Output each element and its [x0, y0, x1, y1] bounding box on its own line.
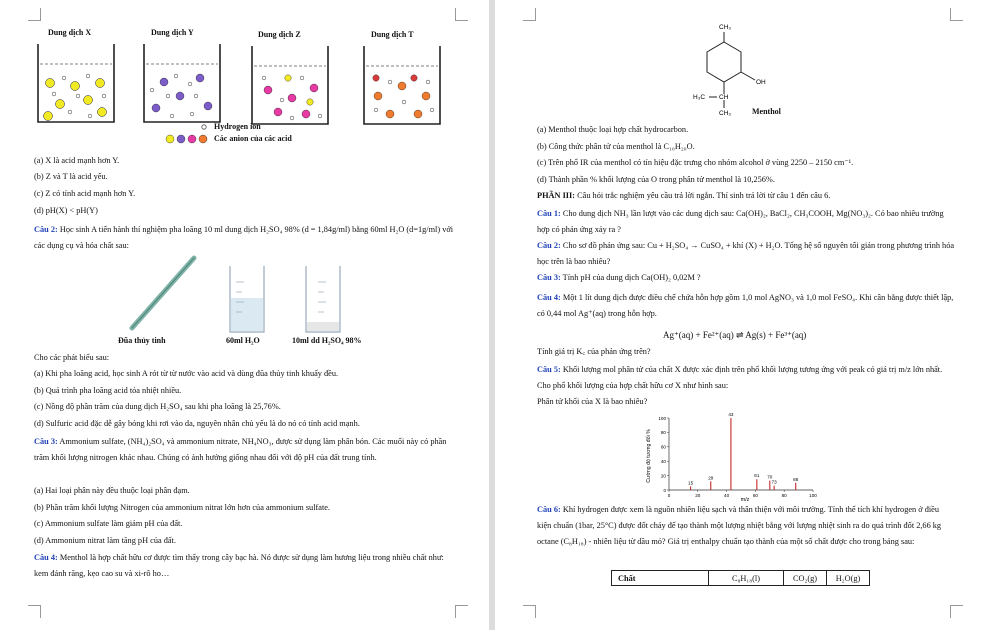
q1-option-d: (d) pH(X) < pH(Y) — [34, 206, 98, 215]
r-q1-text: Câu 1: Cho dung dịch NH₃ lần lượt vào các dung dịch sau: Ca(OH)₂, BaCl₂, CH₃COOH, Mg(NO₃)₂. Có bao nhiêu trường hợp có phản ứng xảy ra ? — [537, 209, 944, 234]
x-tick-label: 60 — [752, 493, 758, 498]
chart-xlabel: m/z — [740, 497, 750, 502]
page-left — [0, 0, 489, 630]
r-q6-label: Câu 6: — [537, 505, 561, 514]
page-right — [495, 0, 984, 630]
r-q5-label: Câu 5: — [537, 365, 561, 374]
mass-spectrum-chart — [643, 410, 823, 502]
q3-option-b: (b) Phần trăm khối lượng Nitrogen của ammonium nitrat lớn hơn của ammonium sulfate. — [34, 503, 331, 512]
beaker-label-y: Dung dịch Y — [151, 28, 194, 37]
q2-option-c: (c) Nồng độ phần trăm của dung dịch H₂SO₄ sau khi pha loãng là 25,76%. — [34, 402, 281, 411]
lab-equipment-figure — [110, 252, 370, 338]
legend-anions: Các anion của các acid — [214, 134, 292, 143]
menthol-structure — [685, 18, 795, 118]
peak-label: 88 — [793, 476, 799, 482]
q2-label: Câu 2: — [34, 225, 58, 234]
q1-option-c: (c) Z có tính acid mạnh hơn Y. — [34, 189, 136, 198]
beakers-figure — [30, 38, 450, 128]
q2-option-b: (b) Quá trình pha loãng acid tỏa nhiệt nhiều. — [34, 386, 182, 395]
q2-text: Câu 2: Học sinh A tiến hành thí nghiệm pha loãng 10 ml dung dịch H₂SO₄ 98% (d = 1,84g/ml) bằng 60ml H₂O (d=1g/ml) với các dụng cụ và hóa chất sau: — [34, 225, 454, 250]
table-row — [612, 571, 870, 586]
r-q3-label: Câu 3: — [537, 273, 561, 282]
water-beaker-label: 60ml H₂O — [226, 336, 260, 345]
menthol-ch3-top: CH₃ — [719, 24, 732, 31]
anion-legend-icon — [164, 133, 210, 145]
peak-label: 73 — [771, 479, 777, 485]
peak-label: 15 — [688, 480, 694, 486]
glass-rod-label: Đũa thủy tinh — [118, 336, 166, 345]
chart-ylabel: Cường độ tương đối % — [646, 429, 652, 483]
q4-option-c: (c) Trên phổ IR của menthol có tín hiệu đặc trưng cho nhóm alcohol ở vùng 2250 – 2150 cm⁻¹. — [537, 158, 854, 167]
beaker-label-z: Dung dịch Z — [258, 30, 301, 39]
q3-text: Câu 3: Ammonium sulfate, (NH₄)₂SO₄ và ammonium nitrate, NH₄NO₃, được sử dụng làm phân bón. Các muối này có phần trăm khối lượng nitrogen khác nhau. Chúng có ảnh hưởng giống nhau đối với độ pH của đất trung tính. — [34, 437, 447, 462]
hydrogen-legend-icon — [198, 122, 210, 132]
q3-option-a: (a) Hai loại phân này đều thuộc loại phân đạm. — [34, 486, 190, 495]
r-q6-text: Câu 6: Khí hydrogen được xem là nguồn nhiên liệu sạch và thân thiện với môi trường. Tính thể tích khí hydrogen ở điều kiện chuẩn (1bar, 25°C) được đốt cháy để tạo thành một lượng nhiệt bằng với lượng nhiệt sinh ra do quá trình đốt 2,66 kg octane (C₈H₁₈) - nhiên liệu từ dầu mỏ? Giá trị enthalpy chuẩn tạo thành của một số chất được cho trong bảng sau: — [537, 505, 942, 546]
x-tick-label: 100 — [809, 493, 817, 498]
q3-label: Câu 3: — [34, 437, 58, 446]
part3-label: PHẦN III: — [537, 191, 576, 200]
table-header-octane: C₈H₁₈(l) — [709, 571, 784, 586]
menthol-ch: CH — [719, 94, 729, 101]
q4-text: Câu 4: Menthol là hợp chất hữu cơ được tìm thấy trong cây bạc hà. Nó được sử dụng làm hương liệu trong nhiều chất như: kem đánh răng, kẹo cao su và xi-rô ho… — [34, 553, 444, 578]
menthol-ch3-bottom: CH₃ — [719, 110, 732, 117]
menthol-h3c: H₃C — [693, 94, 706, 101]
r-q1-label: Câu 1: — [537, 209, 561, 218]
q3-option-c: (c) Ammonium sulfate làm giảm pH của đất. — [34, 519, 183, 528]
y-tick-label: 40 — [660, 459, 666, 464]
x-tick-label: 40 — [724, 493, 730, 498]
x-tick-label: 20 — [695, 493, 701, 498]
q4-label: Câu 4: — [34, 553, 58, 562]
menthol-oh: OH — [756, 79, 766, 86]
q3-option-d: (d) Ammonium nitrat làm tăng pH của đất. — [34, 536, 176, 545]
x-tick-label: 80 — [781, 493, 787, 498]
legend-hydrogen: Hydrogen ion — [214, 122, 261, 131]
q4-option-d: (d) Thành phần % khối lượng của O trong phân tử menthol là 10,256%. — [537, 175, 775, 184]
q2-intro: Cho các phát biểu sau: — [34, 353, 110, 362]
r-q2-text: Câu 2: Cho sơ đồ phản ứng sau: Cu + H₂SO₄ → CuSO₄ + khí (X) + H₂O. Tổng hệ số nguyên tối giản trong phương trình hóa học trên là bao nhiêu? — [537, 241, 955, 266]
table-header-h2o: H₂O(g) — [827, 571, 870, 586]
equilibrium-equation: Ag⁺(aq) + Fe²⁺(aq) ⇌ Ag(s) + Fe³⁺(aq) — [663, 330, 807, 340]
acid-beaker-label: 10ml dd H₂SO₄ 98% — [292, 336, 362, 345]
q2-option-d: (d) Sulfuric acid đặc dễ gây bỏng khi rơi vào da, nguyên nhân chủ yếu là do nó có tính acid mạnh. — [34, 419, 360, 428]
r-q4-ask: Tính giá trị K꜀ của phản ứng trên? — [537, 347, 651, 356]
r-q2-label: Câu 2: — [537, 241, 561, 250]
r-q5-text: Câu 5: Khối lượng mol phân tử của chất X được xác định trên phổ khối lượng tương ứng với peak có giá trị m/z lớn nhất. Cho phổ khối lượng của hợp chất hữu cơ X như hình sau: — [537, 365, 943, 390]
beaker-label-x: Dung dịch X — [48, 28, 92, 37]
y-tick-label: 20 — [660, 473, 666, 479]
r-q4-label: Câu 4: — [537, 293, 561, 302]
r-q3-text: Câu 3: Tính pH của dung dịch Ca(OH)₂ 0,02M ? — [537, 273, 701, 282]
enthalpy-table — [611, 570, 870, 586]
q4-option-b: (b) Công thức phân tử của menthol là C₁₀H₂₀O. — [537, 142, 695, 151]
peak-label: 70 — [767, 474, 773, 480]
peak-label: 61 — [754, 473, 760, 479]
table-header-co2: CO₂(g) — [784, 571, 827, 586]
y-tick-label: 60 — [660, 444, 666, 450]
menthol-label: Menthol — [752, 107, 781, 116]
peak-label: 29 — [708, 475, 714, 481]
q2-option-a: (a) Khi pha loãng acid, học sinh A rót từ từ nước vào acid và dùng đũa thủy tinh khuấy đều. — [34, 369, 339, 378]
y-tick-label: 0 — [663, 487, 666, 493]
y-tick-label: 80 — [660, 430, 666, 436]
r-q4-text: Câu 4: Một 1 lít dung dịch được điều chế chứa hỗn hợp gồm 1,0 mol AgNO₃ và 1,0 mol FeSO₄. Khi cân bằng được thiết lập, có 0,44 mol Ag⁺(aq) trong hỗn hợp. — [537, 293, 954, 318]
q4-option-a: (a) Menthol thuộc loại hợp chất hydrocarbon. — [537, 125, 689, 134]
beaker-label-t: Dung dịch T — [371, 30, 414, 39]
q1-option-b: (b) Z và T là acid yếu. — [34, 172, 108, 181]
x-tick-label: 0 — [667, 493, 671, 498]
y-tick-label: 100 — [658, 415, 666, 421]
part3-heading: PHẦN III: Câu hỏi trắc nghiệm yêu cầu trả lời ngắn. Thí sinh trả lời từ câu 1 đến câu 6. — [537, 191, 831, 200]
r-q5-ask: Phân tử khối của X là bao nhiêu? — [537, 397, 648, 406]
q1-option-a: (a) X là acid mạnh hơn Y. — [34, 156, 120, 165]
peak-label: 43 — [728, 412, 734, 417]
table-header-substance: Chất — [612, 571, 709, 586]
